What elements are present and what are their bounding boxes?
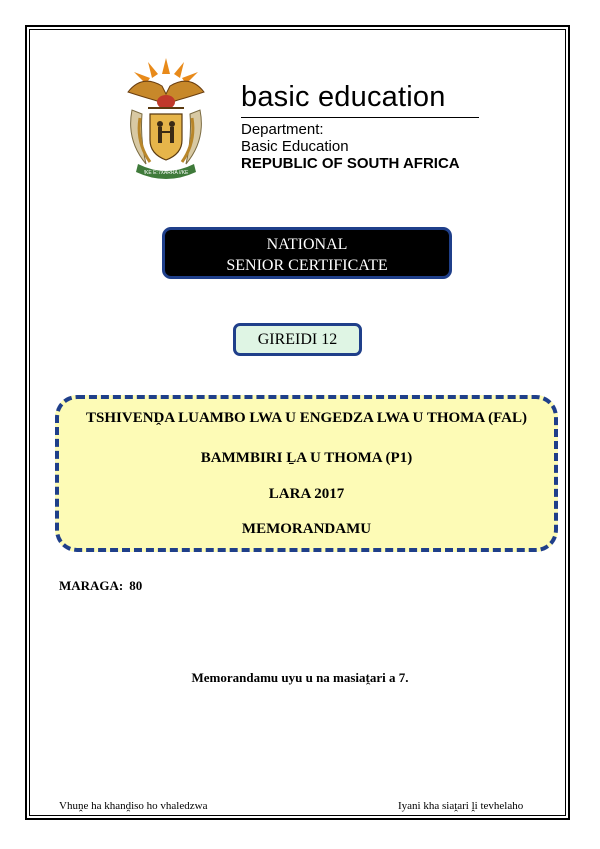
brand-title: basic education [241, 81, 446, 113]
paper-number: BAMMBIRI ḺA U THOMA (P1) [200, 450, 413, 466]
next-page-note: Iyani kha siaṱari ḽi tevhelaho [398, 800, 524, 812]
coat-of-arms-emblem [112, 52, 220, 184]
grade-badge: GIREIDI 12 [233, 323, 362, 356]
exam-session: LARA 2017 [268, 486, 345, 502]
marks-value: 80 [129, 578, 143, 593]
certificate-line-1: NATIONAL [266, 236, 348, 253]
department-label: Department: [241, 121, 324, 138]
copyright-note: Vhuṋe ha khanḓiso ho vhaledzwa [59, 800, 208, 812]
marks-label: MARAGA: [59, 578, 124, 593]
emblem-motto: !KE E: /XARRA //KE [143, 170, 189, 176]
paper-info-box [55, 395, 558, 552]
page-count-note: Memorandamu uyu u na masiaṱari a 7. [191, 670, 409, 685]
marks-line [59, 578, 142, 594]
subject-title: TSHIVENḒA LUAMBO LWA U ENGEDZA LWA U THOMA (FAL) [86, 410, 527, 426]
country-name: REPUBLIC OF SOUTH AFRICA [241, 155, 460, 172]
department-name: Basic Education [241, 138, 349, 155]
document-type: MEMORANDAMU [241, 521, 372, 537]
brand-divider [241, 117, 479, 118]
certificate-banner [162, 227, 452, 279]
certificate-line-2: SENIOR CERTIFICATE [226, 257, 388, 274]
